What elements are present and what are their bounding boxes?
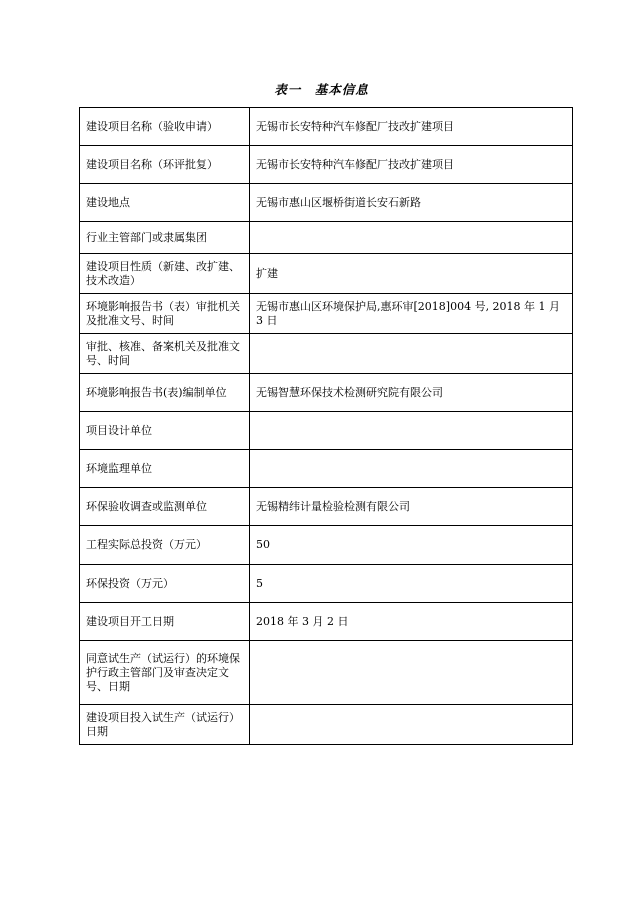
- row-label: 建设项目开工日期: [80, 603, 250, 641]
- row-label: 环境影响报告书(表)编制单位: [80, 374, 250, 412]
- table-row: [80, 108, 573, 146]
- row-value: 无锡市长安特种汽车修配厂技改扩建项目: [250, 108, 573, 146]
- row-label: 环境影响报告书（表）审批机关及批准文号、时间: [80, 294, 250, 334]
- table-row: [80, 488, 573, 526]
- row-value: [250, 222, 573, 254]
- row-value: 无锡精纬计量检验检测有限公司: [250, 488, 573, 526]
- table-row: [80, 374, 573, 412]
- table-row: [80, 222, 573, 254]
- row-value: 无锡智慧环保技术检测研究院有限公司: [250, 374, 573, 412]
- row-label: 行业主管部门或隶属集团: [80, 222, 250, 254]
- row-value: 50: [250, 526, 573, 565]
- row-value: 扩建: [250, 254, 573, 294]
- table-row: [80, 294, 573, 334]
- table-row: [80, 565, 573, 603]
- row-value: [250, 412, 573, 450]
- table-row: [80, 450, 573, 488]
- row-value: [250, 450, 573, 488]
- row-value: 5: [250, 565, 573, 603]
- row-label: 工程实际总投资（万元）: [80, 526, 250, 565]
- table-row: [80, 334, 573, 374]
- row-value: [250, 334, 573, 374]
- table-row: [80, 184, 573, 222]
- row-label: 建设项目投入试生产（试运行）日期: [80, 705, 250, 745]
- table-row: [80, 254, 573, 294]
- row-label: 建设项目名称（环评批复）: [80, 146, 250, 184]
- row-value: 无锡市惠山区堰桥街道长安石新路: [250, 184, 573, 222]
- row-label: 环境监理单位: [80, 450, 250, 488]
- table-row: [80, 641, 573, 705]
- row-value: 无锡市惠山区环境保护局,惠环审[2018]004 号, 2018 年 1 月 3 日: [250, 294, 573, 334]
- row-label: 同意试生产（试运行）的环境保护行政主管部门及审查决定文号、日期: [80, 641, 250, 705]
- row-value: [250, 705, 573, 745]
- table-row: [80, 705, 573, 745]
- row-label: 审批、核准、备案机关及批准文号、时间: [80, 334, 250, 374]
- row-label: 建设项目性质（新建、改扩建、技术改造）: [80, 254, 250, 294]
- row-label: 建设地点: [80, 184, 250, 222]
- row-value: [250, 641, 573, 705]
- table-row: [80, 146, 573, 184]
- table-row: [80, 603, 573, 641]
- row-label: 环保验收调查或监测单位: [80, 488, 250, 526]
- table-row: [80, 412, 573, 450]
- page-title: 表一 基本信息: [274, 82, 369, 97]
- row-label: 建设项目名称（验收申请）: [80, 108, 250, 146]
- basic-info-table: [79, 107, 573, 745]
- row-label: 项目设计单位: [80, 412, 250, 450]
- row-value: 2018 年 3 月 2 日: [250, 603, 573, 641]
- row-value: 无锡市长安特种汽车修配厂技改扩建项目: [250, 146, 573, 184]
- row-label: 环保投资（万元）: [80, 565, 250, 603]
- table-row: [80, 526, 573, 565]
